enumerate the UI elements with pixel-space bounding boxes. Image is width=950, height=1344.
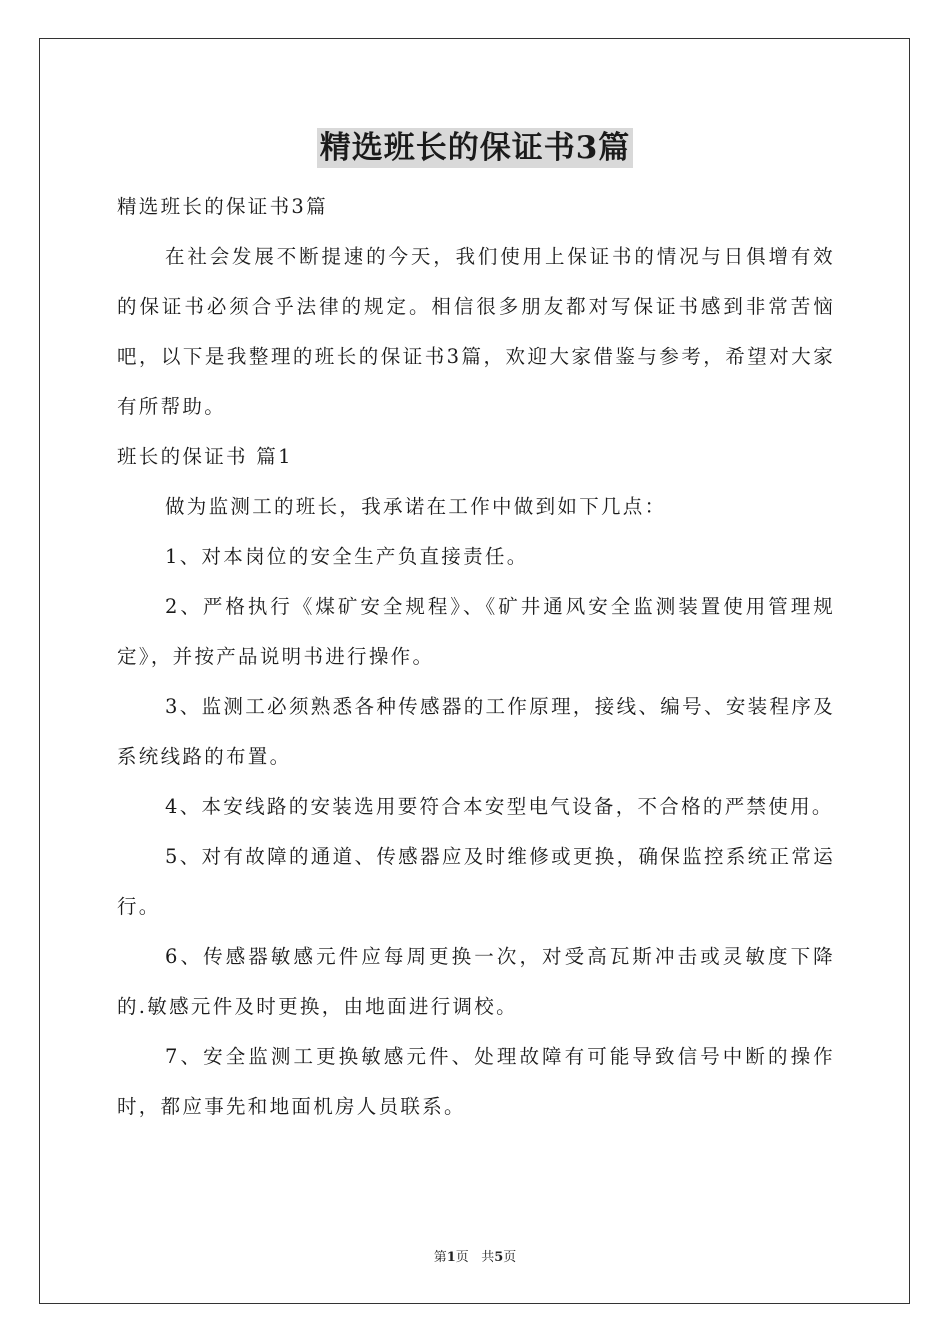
- page-total: 5: [494, 1250, 504, 1265]
- page-prefix: 第: [433, 1250, 447, 1265]
- total-prefix: 共: [481, 1250, 495, 1265]
- document-title: 精选班长的保证书3篇: [317, 128, 634, 168]
- list-item: 4、本安线路的安装选用要符合本安型电气设备，不合格的严禁使用。: [165, 795, 834, 818]
- list-item: 6、传感器敏感元件应每周更换一次，对受高瓦斯冲击或灵敏度下降的.敏感元件及时更换，由地面进行调校。: [117, 945, 835, 1018]
- document-body: [117, 182, 835, 1132]
- title-wrap: [0, 128, 950, 168]
- page-current: 1: [446, 1250, 456, 1265]
- list-item: 2、严格执行《煤矿安全规程》、《矿井通风安全监测装置使用管理规定》，并按产品说明书进行操作。: [117, 595, 835, 668]
- page-footer: [0, 1246, 950, 1265]
- list-item: 3、监测工必须熟悉各种传感器的工作原理，接线、编号、安装程序及系统线路的布置。: [117, 695, 835, 768]
- list-item: 1、对本岗位的安全生产负直接责任。: [165, 545, 529, 568]
- list-item: 5、对有故障的通道、传感器应及时维修或更换，确保监控系统正常运行。: [117, 845, 835, 918]
- paragraph-pledge-lead: 做为监测工的班长，我承诺在工作中做到如下几点：: [165, 495, 667, 518]
- page-suffix: 页: [455, 1250, 469, 1265]
- paragraph-intro: 在社会发展不断提速的今天，我们使用上保证书的情况与日俱增有效的保证书必须合乎法律的规定。相信很多朋友都对写保证书感到非常苦恼吧，以下是我整理的班长的保证书3篇，欢迎大家借鉴与参考，希望对大家有所帮助。: [117, 245, 835, 418]
- section-heading: 班长的保证书 篇1: [117, 445, 293, 468]
- total-suffix: 页: [503, 1250, 517, 1265]
- list-item: 7、安全监测工更换敏感元件、处理故障有可能导致信号中断的操作时，都应事先和地面机房人员联系。: [117, 1045, 835, 1118]
- paragraph-subtitle: 精选班长的保证书3篇: [117, 195, 328, 218]
